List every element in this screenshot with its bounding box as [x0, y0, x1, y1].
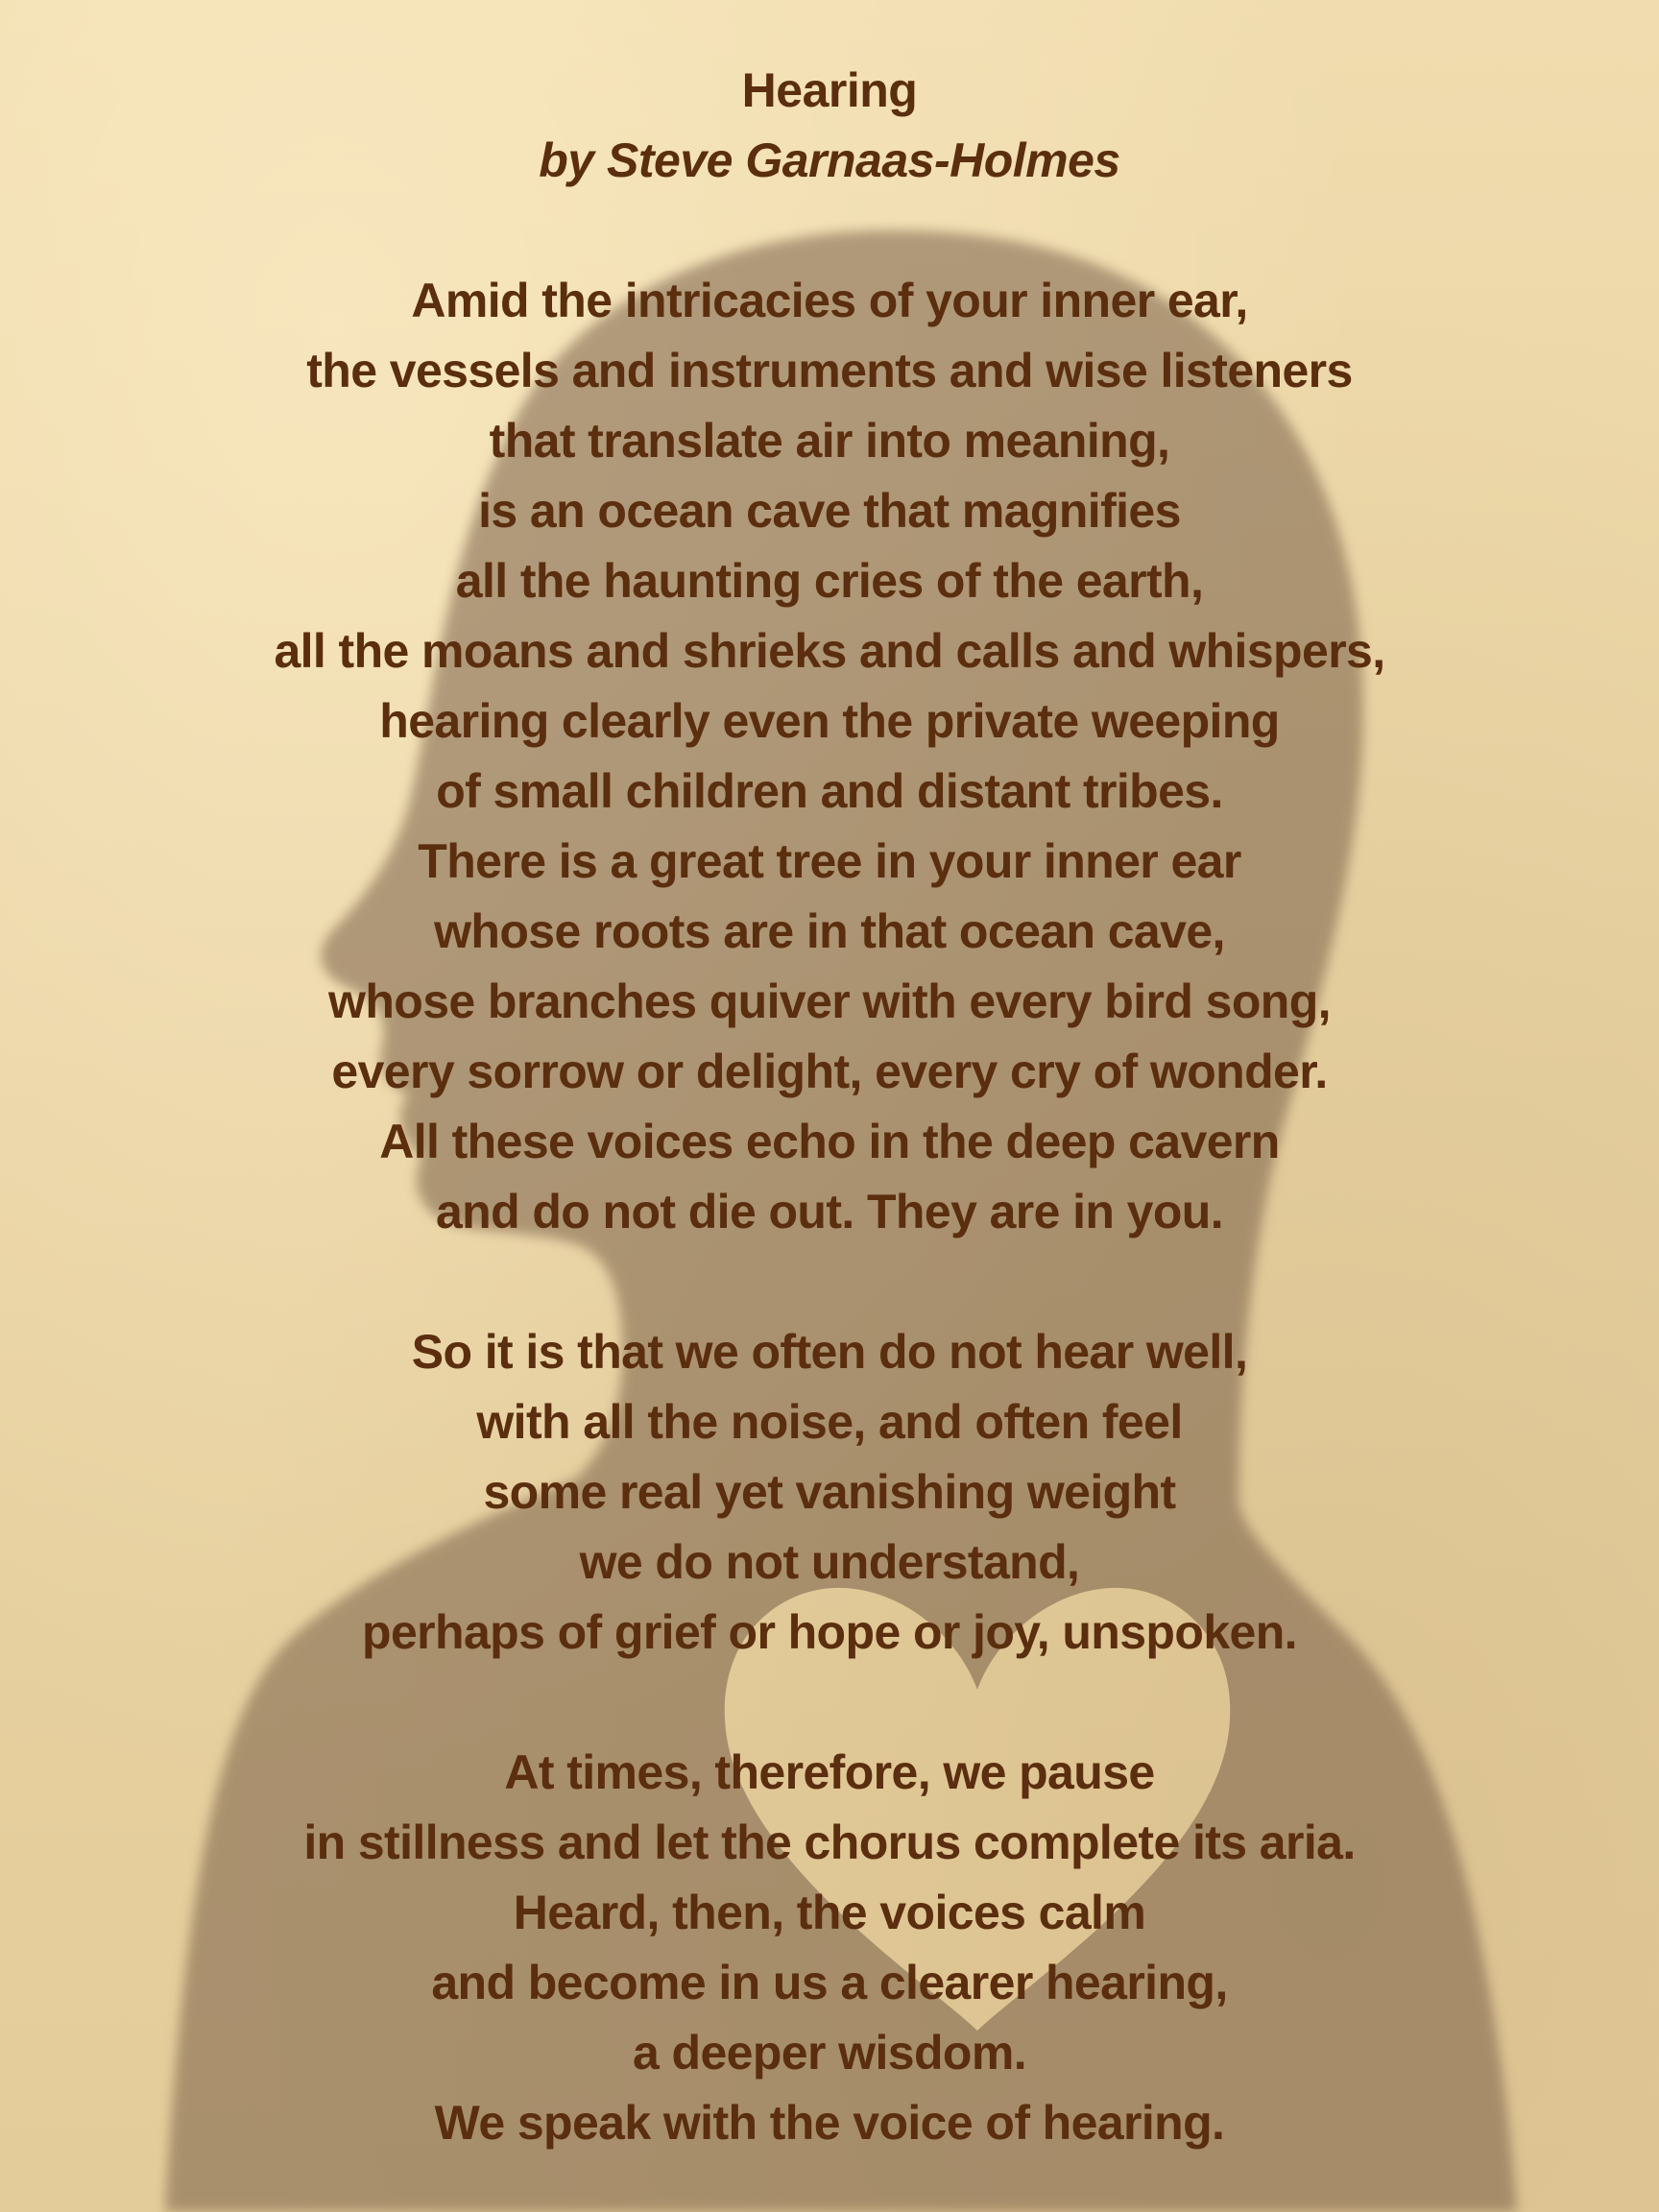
poem-line: that translate air into meaning,	[489, 414, 1170, 468]
poem-line: whose roots are in that ocean cave,	[434, 904, 1225, 958]
stanza-3	[0, 1738, 1659, 2158]
poem-line: Heard, then, the voices calm	[513, 1886, 1146, 1939]
poem-line: Amid the intricacies of your inner ear,	[411, 274, 1248, 327]
poem-title: Hearing	[741, 63, 918, 117]
poem-line: hearing clearly even the private weeping	[379, 694, 1280, 748]
stanza-2	[0, 1317, 1659, 1668]
poem-line: a deeper wisdom.	[633, 2026, 1026, 2080]
poem-line: At times, therefore, we pause	[504, 1745, 1155, 1799]
poem-line: perhaps of grief or hope or joy, unspoken.	[362, 1605, 1297, 1659]
poem-line: and do not die out. They are in you.	[435, 1185, 1224, 1238]
poem-line: in stillness and let the chorus complete its aria.	[303, 1815, 1356, 1869]
poem-line: whose branches quiver with every bird song,	[328, 974, 1331, 1028]
poem-line: with all the noise, and often feel	[476, 1395, 1183, 1449]
poem-line: some real yet vanishing weight	[483, 1465, 1176, 1519]
poem-line: is an ocean cave that magnifies	[478, 484, 1181, 538]
poem-line: every sorrow or delight, every cry of wonder.	[331, 1045, 1328, 1098]
poem-line: we do not understand,	[579, 1535, 1080, 1589]
poem	[0, 56, 1659, 2158]
poem-line: So it is that we often do not hear well,	[411, 1325, 1248, 1379]
poem-line: all the haunting cries of the earth,	[455, 554, 1204, 608]
poem-line: of small children and distant tribes.	[436, 764, 1223, 818]
poem-line: and become in us a clearer hearing,	[431, 1956, 1228, 2009]
poem-author: by Steve Garnaas-Holmes	[539, 133, 1120, 187]
poem-line: all the moans and shrieks and calls and whispers,	[274, 624, 1385, 678]
poem-line: All these voices echo in the deep cavern	[379, 1115, 1280, 1168]
poem-line: We speak with the voice of hearing.	[434, 2096, 1225, 2150]
poem-line: the vessels and instruments and wise listeners	[306, 344, 1353, 397]
poem-line: There is a great tree in your inner ear	[418, 834, 1241, 888]
stanza-1	[0, 266, 1659, 1247]
